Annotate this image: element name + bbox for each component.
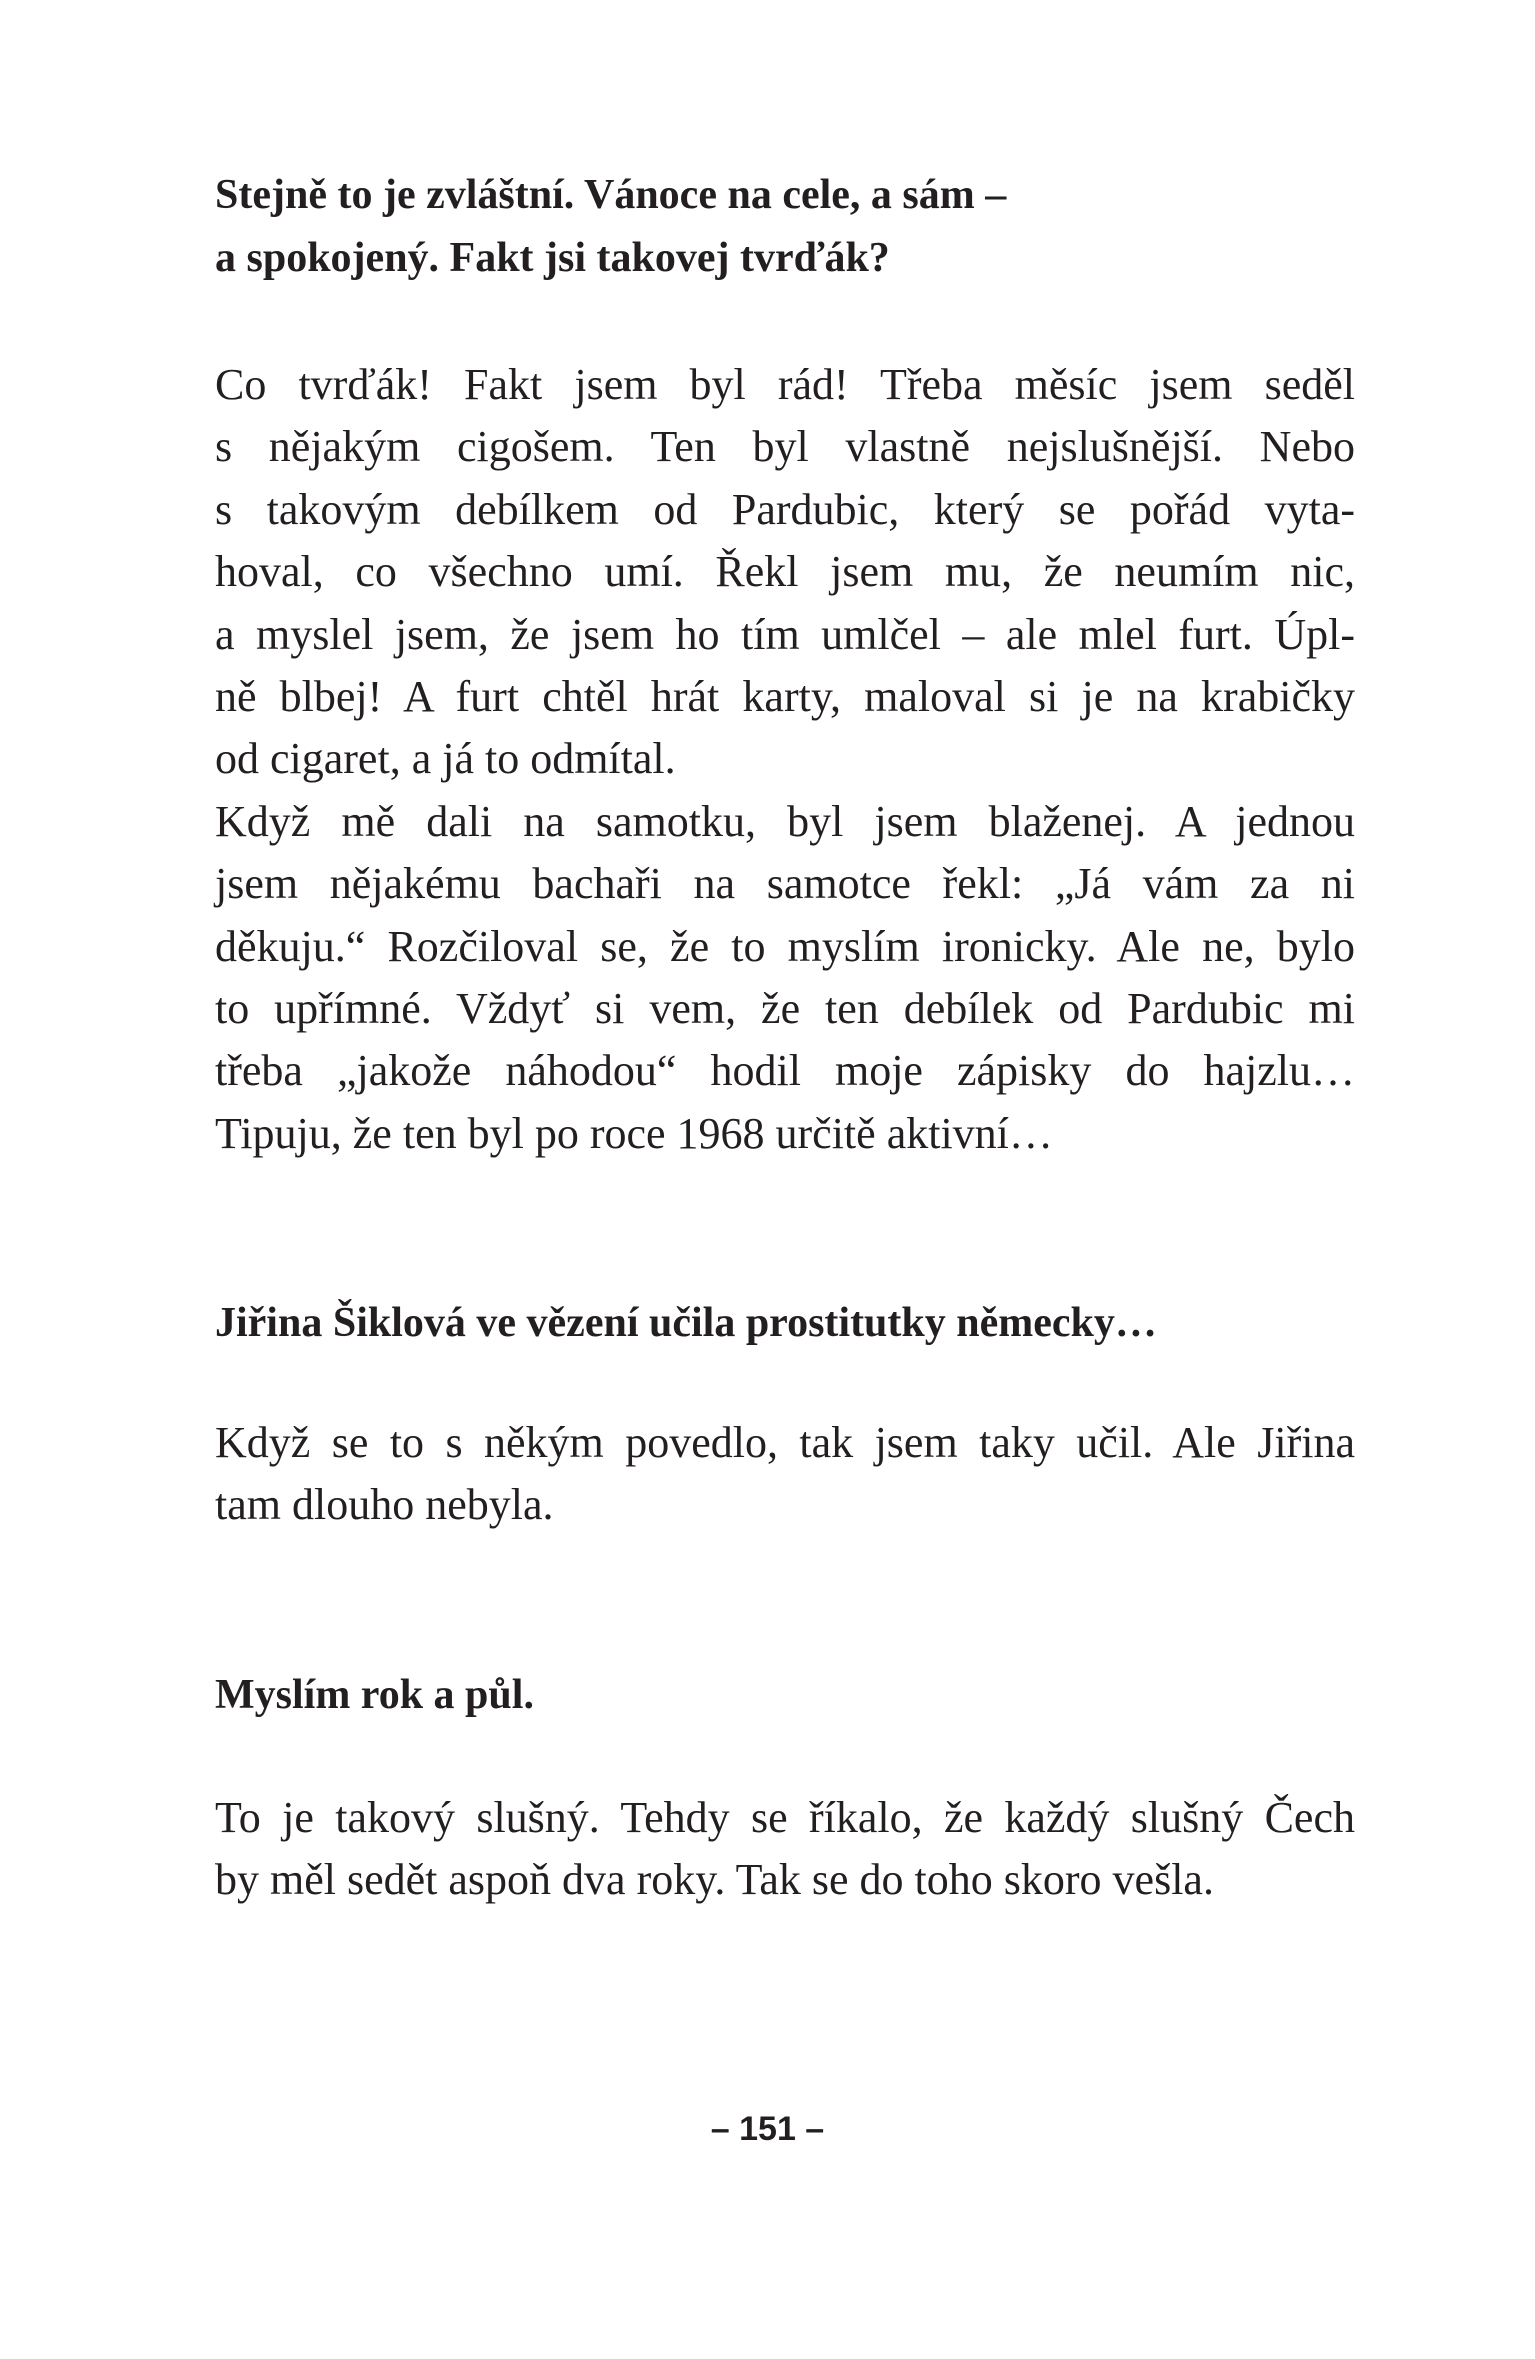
answer-line: by měl sedět aspoň dva roky. Tak se do toho skoro vešla.: [215, 1855, 1214, 1904]
answer-line: s takovým debílkem od Pardubic, který se pořád vyta-: [215, 485, 1355, 534]
question-line: Stejně to je zvláštní. Vánoce na cele, a sám –: [215, 172, 1007, 218]
answer-line: od cigaret, a já to odmítal.: [215, 734, 676, 783]
answer-line: jsem nějakému bachaři na samotce řekl: „Já vám za ni: [215, 859, 1355, 908]
answer-line: To je takový slušný. Tehdy se říkalo, že každý slušný Čech: [215, 1793, 1355, 1842]
answer-line: třeba „jakože náhodou“ hodil moje zápisky do hajzlu…: [215, 1046, 1355, 1095]
answer-line: ně blbej! A furt chtěl hrát karty, maloval si je na krabičky: [215, 672, 1355, 721]
answer-line: Když se to s někým povedlo, tak jsem taky učil. Ale Jiřina: [215, 1418, 1355, 1467]
question-line: Myslím rok a půl.: [215, 1672, 534, 1718]
answer-line: to upřímné. Vždyť si vem, že ten debílek od Pardubic mi: [215, 984, 1355, 1033]
answer-line: tam dlouho nebyla.: [215, 1480, 554, 1529]
question-line: Jiřina Šiklová ve vězení učila prostitutky německy…: [215, 1300, 1157, 1346]
question-line: a spokojený. Fakt jsi takovej tvrďák?: [215, 235, 890, 281]
answer-line: Co tvrďák! Fakt jsem byl rád! Třeba měsíc jsem seděl: [215, 360, 1355, 409]
page-number: – 151 –: [710, 2110, 825, 2148]
answer-line: a myslel jsem, že jsem ho tím umlčel – ale mlel furt. Úpl-: [215, 610, 1355, 659]
answer-line: děkuju.“ Rozčiloval se, že to myslím ironicky. Ale ne, bylo: [215, 922, 1355, 971]
answer-line: s nějakým cigošem. Ten byl vlastně nejslušnější. Nebo: [215, 422, 1355, 471]
answer-line: Když mě dali na samotku, byl jsem blaženej. A jednou: [215, 797, 1355, 846]
answer-line: hoval, co všechno umí. Řekl jsem mu, že neumím nic,: [215, 547, 1355, 596]
answer-line: Tipuju, že ten byl po roce 1968 určitě aktivní…: [215, 1109, 1053, 1158]
